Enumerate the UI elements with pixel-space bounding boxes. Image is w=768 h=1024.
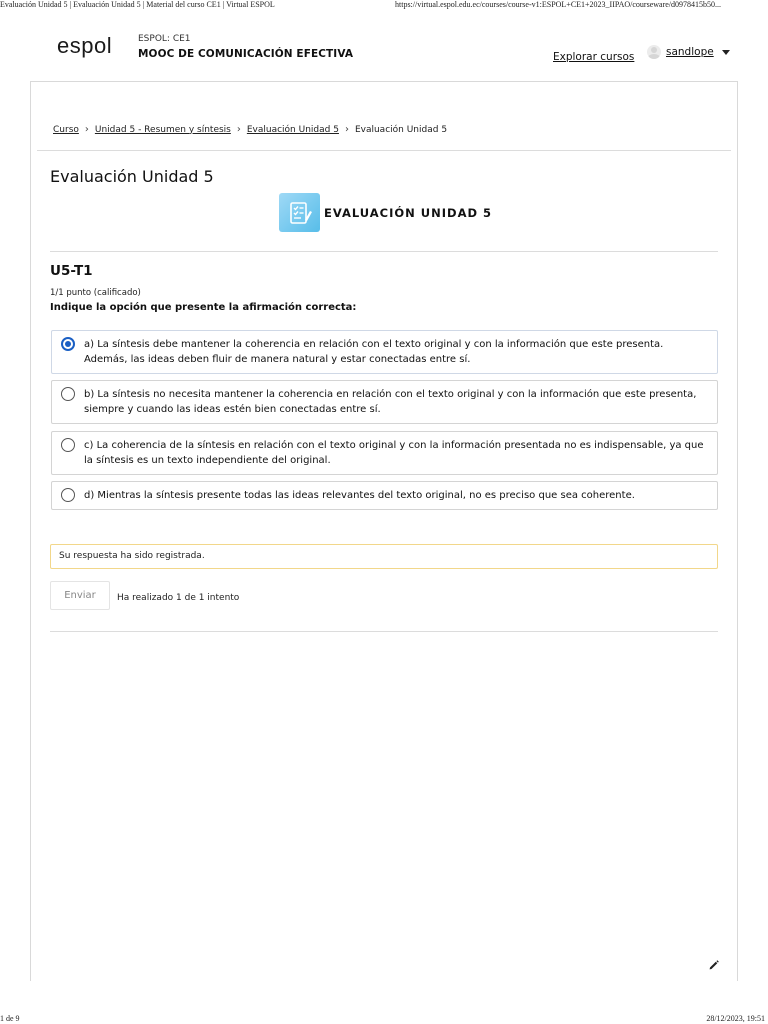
breadcrumb-course[interactable]: Curso [53,124,79,135]
problem-prompt: Indique la opción que presente la afirmación correcta: [50,302,357,313]
unit-title: Evaluación Unidad 5 [50,167,214,186]
radio-button[interactable] [61,438,75,452]
print-url: https://virtual.espol.edu.ec/courses/course-v1:ESPOL+CE1+2023_IIPAO/courseware/d0978415b50... [395,0,722,9]
espol-logo-text: espol [57,33,113,58]
user-avatar-icon [647,45,661,59]
checklist-icon [279,193,320,232]
radio-button[interactable] [61,387,75,401]
chevron-right-icon: › [344,124,349,135]
explore-courses-link[interactable]: Explorar cursos [553,51,635,63]
print-datetime: 28/12/2023, 19:51 [706,1014,765,1023]
espol-logo[interactable] [57,33,127,67]
answer-option-text: b) La síntesis no necesita mantener la coherencia en relación con el texto original y con la información que este presenta, siempre y cuando las ideas estén bien conectadas entre sí. [84,389,697,415]
breadcrumb-evaluation-section[interactable]: Evaluación Unidad 5 [246,124,339,135]
submission-notice: Su respuesta ha sido registrada. [50,544,718,569]
breadcrumb-current: Evaluación Unidad 5 [354,124,448,135]
answer-option-d[interactable] [51,481,718,510]
problem-title: U5-T1 [50,263,93,279]
answer-option-text: a) La síntesis debe mantener la coherencia en relación con el texto original y con la información que este presenta. Además, las ideas deben fluir de manera natural y estar conectadas entre sí. [84,339,664,365]
user-menu[interactable] [647,45,730,59]
print-page-title: Evaluación Unidad 5 | Evaluación Unidad 5 | Material del curso CE1 | Virtual ESPOL [0,0,275,9]
answer-option-text: c) La coherencia de la síntesis en relación con el texto original y con la información presentada no es indispensable, ya que la síntesis es un texto independiente del original. [84,440,704,466]
course-org: ESPOL: CE1 [138,34,191,44]
print-footer [0,1012,768,1024]
chevron-right-icon: › [84,124,89,135]
breadcrumb-divider [37,150,731,151]
print-page-number: 1 de 9 [0,1014,20,1023]
breadcrumb [53,124,447,135]
unit-banner [279,193,492,232]
section-divider [50,251,718,252]
breadcrumb-unit-5[interactable]: Unidad 5 - Resumen y síntesis [94,124,231,135]
radio-button[interactable] [61,488,75,502]
attempts-counter: Ha realizado 1 de 1 intento [117,593,240,603]
print-header [0,0,768,12]
pencil-icon[interactable] [708,956,720,975]
answer-option-c[interactable] [51,431,718,475]
submit-button[interactable]: Enviar [50,581,110,610]
radio-button-selected[interactable] [61,337,75,351]
chevron-right-icon: › [236,124,241,135]
problem-divider [50,631,718,632]
answer-option-a[interactable] [51,330,718,374]
course-name: MOOC DE COMUNICACIÓN EFECTIVA [138,48,354,60]
problem-points: 1/1 punto (calificado) [50,288,141,298]
answer-option-b[interactable] [51,380,718,424]
username-link[interactable]: sandlope [666,46,714,58]
unit-banner-label: EVALUACIÓN UNIDAD 5 [324,205,493,220]
chevron-down-icon[interactable] [722,50,730,55]
answer-option-text: d) Mientras la síntesis presente todas las ideas relevantes del texto original, no es preciso que sea coherente. [84,490,635,501]
espol-logo-mark [57,33,127,63]
